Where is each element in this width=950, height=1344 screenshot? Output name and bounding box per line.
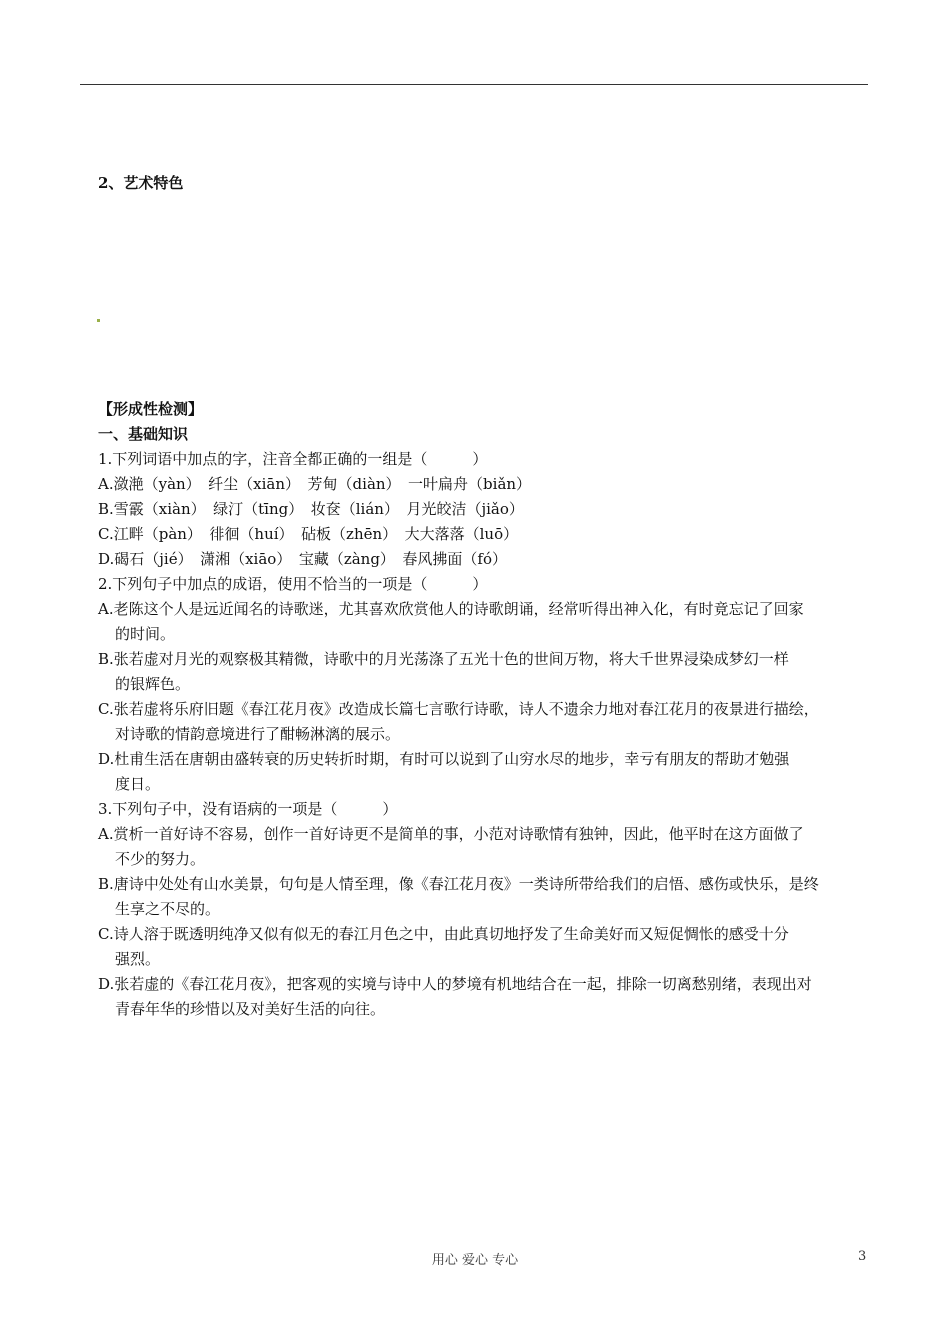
quiz-header: 【形成性检测】 xyxy=(98,400,204,418)
question-3-option-c: C.诗人溶于既透明纯净又似有似无的春江月色之中，由此真切地抒发了生命美好而又短促惆怅的感受十分 xyxy=(98,925,789,943)
question-3-option-a-cont: 不少的努力。 xyxy=(115,850,206,868)
question-2-option-c: C.张若虚将乐府旧题《春江花月夜》改造成长篇七言歌行诗歌，诗人不遗余力地对春江花月的夜景进行描绘， xyxy=(98,700,819,718)
quiz-part-title: 一、基础知识 xyxy=(98,425,189,443)
question-3-option-d-cont: 青春年华的珍惜以及对美好生活的向往。 xyxy=(115,1000,386,1018)
question-2-option-b-cont: 的银辉色。 xyxy=(115,675,191,693)
question-3-option-c-cont: 强烈。 xyxy=(115,950,161,968)
question-2-option-a-cont: 的时间。 xyxy=(115,625,176,643)
question-1-stem: 1.下列词语中加点的字，注音全都正确的一组是（ ） xyxy=(98,450,488,468)
question-2-option-b: B.张若虚对月光的观察极其精微，诗歌中的月光荡涤了五光十色的世间万物，将大千世界浸染成梦幻一样 xyxy=(98,650,789,668)
question-1-option-c: C.江畔（pàn） 徘徊（huí） 砧板（zhēn） 大大落落（luō） xyxy=(98,525,519,543)
question-3-option-d: D.张若虚的《春江花月夜》，把客观的实境与诗中人的梦境有机地结合在一起，排除一切离愁别绪，表现出对 xyxy=(98,975,812,993)
question-1-option-a: A.潋滟（yàn） 纤尘（xiān） 芳甸（diàn） 一叶扁舟（biǎn） xyxy=(98,475,532,493)
question-2-option-a: A.老陈这个人是远近闻名的诗歌迷，尤其喜欢欣赏他人的诗歌朗诵，经常听得出神入化，有时竟忘记了回家 xyxy=(98,600,804,618)
page-number: 3 xyxy=(858,1249,867,1264)
footer-text: 用心 爱心 专心 xyxy=(431,1253,519,1268)
question-2-option-c-cont: 对诗歌的情韵意境进行了酣畅淋漓的展示。 xyxy=(115,725,401,743)
question-2-stem: 2.下列句子中加点的成语，使用不恰当的一项是（ ） xyxy=(98,575,488,593)
question-2-option-d-cont: 度日。 xyxy=(115,775,161,793)
question-3-option-b-cont: 生享之不尽的。 xyxy=(115,900,221,918)
question-3-option-b: B.唐诗中处处有山水美景，句句是人情至理，像《春江花月夜》一类诗所带给我们的启悟、感伤或快乐，是终 xyxy=(98,875,819,893)
question-3-stem: 3.下列句子中，没有语病的一项是（ ） xyxy=(98,800,398,818)
header-rule xyxy=(80,84,868,85)
section-heading: 2、艺术特色 xyxy=(98,174,184,192)
quiz-section xyxy=(98,397,878,1022)
question-1-option-d: D.碣石（jié） 潇湘（xiāo） 宝藏（zàng） 春风拂面（fó） xyxy=(98,550,508,568)
stray-dot-mark xyxy=(97,319,100,322)
question-2-option-d: D.杜甫生活在唐朝由盛转衰的历史转折时期，有时可以说到了山穷水尽的地步，幸亏有朋友的帮助才勉强 xyxy=(98,750,790,768)
question-3-option-a: A.赏析一首好诗不容易，创作一首好诗更不是简单的事，小范对诗歌情有独钟，因此，他平时在这方面做了 xyxy=(98,825,804,843)
question-1-option-b: B.雪霰（xiàn） 绿汀（tīng） 妆奁（lián） 月光皎洁（jiǎo） xyxy=(98,500,524,518)
